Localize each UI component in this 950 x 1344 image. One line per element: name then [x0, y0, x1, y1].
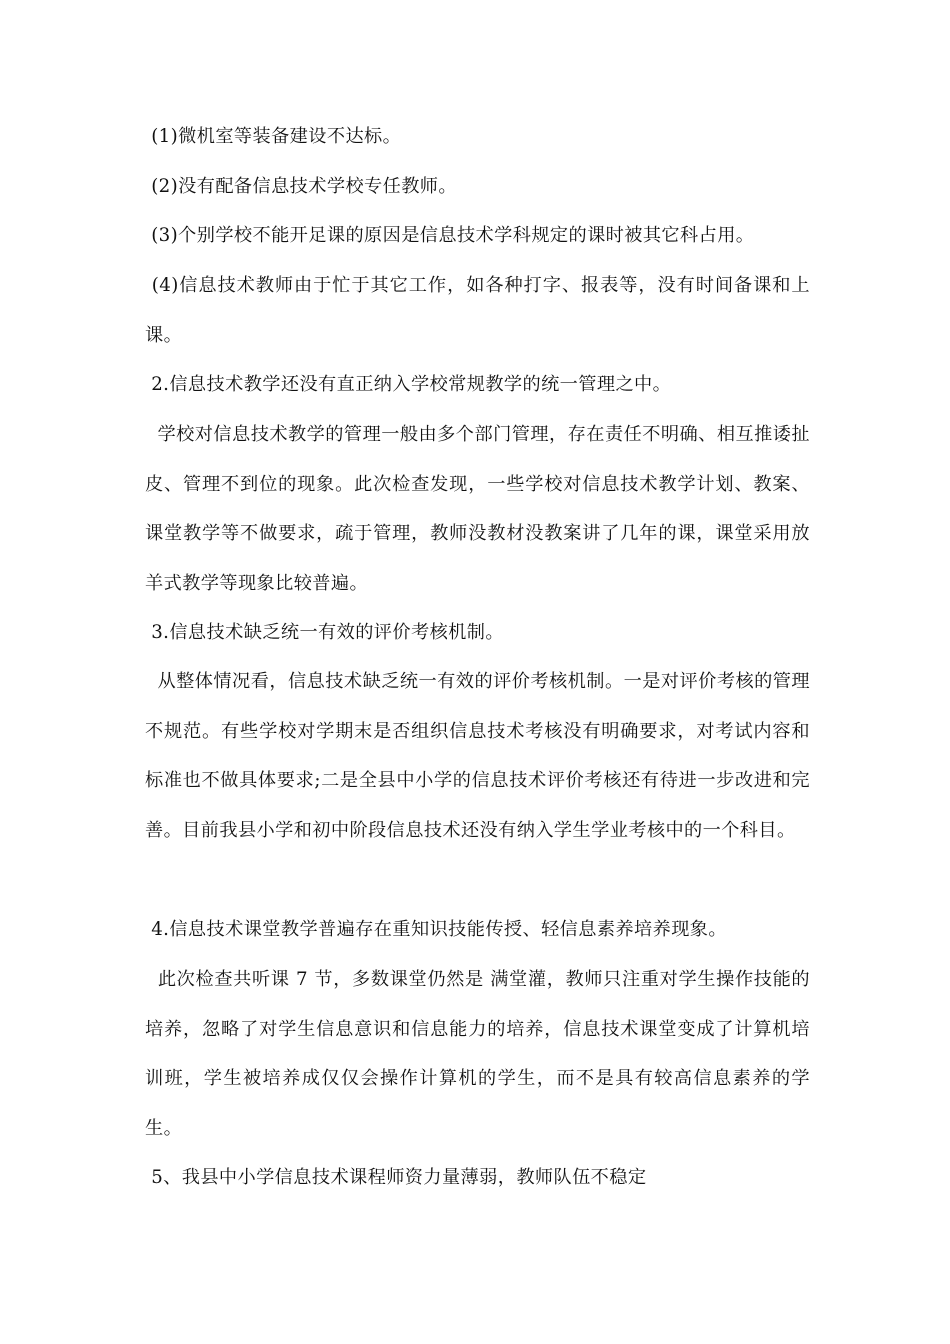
section-heading-5: 5、我县中小学信息技术课程师资力量薄弱，教师队伍不稳定 [145, 1167, 647, 1188]
section-heading-2: 2.信息技术教学还没有直正纳入学校常规教学的统一管理之中。 [145, 374, 672, 395]
list-item-3: (3)个别学校不能开足课的原因是信息技术学科规定的课时被其它科占用。 [145, 225, 755, 246]
section-heading-4: 4.信息技术课堂教学普遍存在重知识技能传授、轻信息素养培养现象。 [145, 919, 727, 940]
body-paragraph-4: 此次检查共听课 7 节，多数课堂仍然是 满堂灌，教师只注重对学生操作技能的培养，忽略了对学生信息意识和信息能力的培养，信息技术课堂变成了计算机培训班，学生被培养成仅仅会操作计算机的学生，而不是具有较高信息素养的学生。 [145, 969, 810, 1139]
list-item-2: (2)没有配备信息技术学校专任教师。 [145, 176, 457, 197]
section-heading-3: 3.信息技术缺乏统一有效的评价考核机制。 [145, 622, 504, 643]
body-paragraph-3: 从整体情况看，信息技术缺乏统一有效的评价考核机制。一是对评价考核的管理不规范。有些学校对学期末是否组织信息技术考核没有明确要求，对考试内容和标准也不做具体要求;二是全县中小学的信息技术评价考核还有待进一步改进和完善。目前我县小学和初中阶段信息技术还没有纳入学生学业考核中的一个科目。 [145, 671, 810, 841]
body-paragraph-2: 学校对信息技术教学的管理一般由多个部门管理，存在责任不明确、相互推诿扯皮、管理不到位的现象。此次检查发现，一些学校对信息技术教学计划、教案、课堂教学等不做要求，疏于管理，教师没教材没教案讲了几年的课，课堂采用放羊式教学等现象比较普遍。 [145, 424, 810, 594]
list-item-4: (4)信息技术教师由于忙于其它工作，如各种打字、报表等，没有时间备课和上课。 [145, 275, 810, 346]
list-item-1: (1)微机室等装备建设不达标。 [145, 126, 402, 147]
